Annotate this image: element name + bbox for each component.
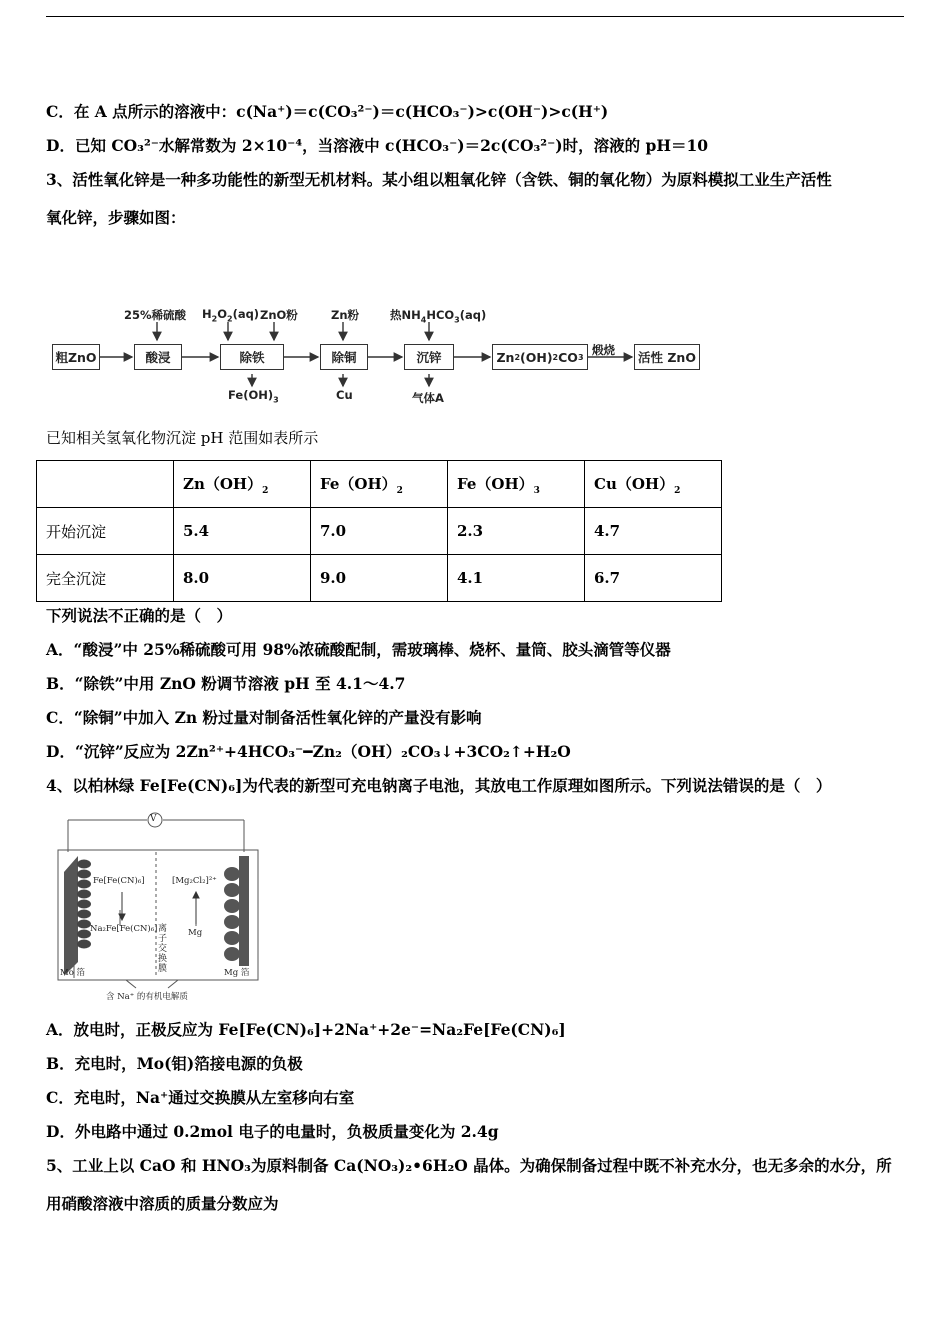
table-row <box>37 555 722 602</box>
q4-stem: 4、以柏林绿 Fe[Fe(CN)₆]为代表的新型可充电钠离子电池，其放电工作原理如图所示。下列说法错误的是（ ） <box>46 776 832 795</box>
label-sodium-product: Na₂Fe[Fe(CN)₆] <box>90 924 158 934</box>
reagent-zno-powder: ZnO粉 <box>260 308 298 322</box>
row-label: 开始沉淀 <box>37 508 174 555</box>
step-calcine-label: 煅烧 <box>592 343 615 357</box>
table-row <box>37 508 722 555</box>
table-cell: 5.4 <box>174 508 311 555</box>
table-cell: 8.0 <box>174 555 311 602</box>
reagent-nh4hco3: 热$NH_4HCO_3(aq)$ <box>390 308 487 325</box>
box-basic-zinc-carbonate: Zn 2 (OH) 2 CO 3 <box>492 344 588 370</box>
product-feoh3: $Fe(OH)_3$ <box>228 388 279 405</box>
q2-option-d: D．已知 CO₃²⁻水解常数为 2×10⁻⁴，当溶液中 c(HCO₃⁻)＝2c(CO₃²⁻)时，溶液的 pH＝10 <box>46 136 709 155</box>
process-flowchart <box>46 298 706 410</box>
label-mg-complex: [Mg₂Cl₂]²⁺ <box>172 876 217 886</box>
table-cell: 2.3 <box>448 508 585 555</box>
q3-stem-line1: 3、活性氧化锌是一种多功能性的新型无机材料。某小组以粗氧化锌（含铁、铜的氧化物）为原料模拟工业生产活性 <box>46 170 832 189</box>
ph-table <box>36 460 722 602</box>
q3-option-d: D．“沉锌”反应为 2Zn²⁺+4HCO₃⁻━Zn₂（OH）₂CO₃↓+3CO₂↑+H₂O <box>46 742 571 761</box>
row-label: 完全沉淀 <box>37 555 174 602</box>
q5-stem-line1: 5、工业上以 CaO 和 HNO₃为原料制备 Ca(NO₃)₂•6H₂O 晶体。为确保制备过程中既不补充水分，也无多余的水分，所 <box>46 1156 892 1175</box>
q3-option-b: B．“除铁”中用 ZnO 粉调节溶液 pH 至 4.1～4.7 <box>46 674 406 693</box>
product-cu: Cu <box>336 388 353 402</box>
reagent-h2o2: $H_2O_2(aq)$ <box>202 307 260 324</box>
table-header-row <box>37 461 722 508</box>
box-crude-zno: 粗ZnO <box>52 344 100 370</box>
label-mg: Mg <box>188 928 203 938</box>
q5-stem-line2: 用硝酸溶液中溶质的质量分数应为 <box>46 1194 279 1213</box>
table-intro: 已知相关氢氧化物沉淀 pH 范围如表所示 <box>46 429 319 447</box>
table-cell: 9.0 <box>311 555 448 602</box>
box-acid-leach: 酸浸 <box>134 344 182 370</box>
table-header-cell: $Fe(OH)_3$ <box>448 461 585 508</box>
q4-option-a: A．放电时，正极反应为 Fe[Fe(CN)₆]+2Na⁺+2e⁻=Na₂Fe[Fe(CN)₆] <box>46 1020 566 1039</box>
reagent-dilute-acid: 25%稀硫酸 <box>124 308 187 322</box>
box-precipitate-zinc: 沉锌 <box>404 344 454 370</box>
header-rule <box>46 16 904 17</box>
label-prussian-green: Fe[Fe(CN)₆] <box>93 876 145 886</box>
table-header-cell: $Fe(OH)_2$ <box>311 461 448 508</box>
table-corner-cell <box>37 461 174 508</box>
q3-option-c: C．“除铜”中加入 Zn 粉过量对制备活性氧化锌的产量没有影响 <box>46 708 482 727</box>
table-cell: 7.0 <box>311 508 448 555</box>
q3-question: 下列说法不正确的是（ ） <box>46 606 233 625</box>
table-cell: 6.7 <box>585 555 722 602</box>
q2-option-c: C．在 A 点所示的溶液中：c(Na⁺)＝c(CO₃²⁻)＝c(HCO₃⁻)>c(OH⁻)>c(H⁺) <box>46 102 609 121</box>
reagent-zn-powder: Zn粉 <box>331 308 360 322</box>
table-header-cell: $Zn(OH)_2$ <box>174 461 311 508</box>
table-header-cell: $Cu(OH)_2$ <box>585 461 722 508</box>
q4-option-b: B．充电时，Mo(钼)箔接电源的负极 <box>46 1054 303 1073</box>
box-remove-iron: 除铁 <box>220 344 284 370</box>
q4-option-c: C．充电时，Na⁺通过交换膜从左室移向右室 <box>46 1088 355 1107</box>
q3-option-a: A．“酸浸”中 25%稀硫酸可用 98%浓硫酸配制，需玻璃棒、烧杯、量筒、胶头滴管等仪器 <box>46 640 671 659</box>
battery-diagram <box>56 812 266 1004</box>
table-cell: 4.1 <box>448 555 585 602</box>
label-mo-foil: Mo 箔 <box>60 968 86 978</box>
box-remove-copper: 除铜 <box>320 344 368 370</box>
product-gas-a: 气体A <box>412 391 444 405</box>
voltmeter-icon: V <box>150 814 157 824</box>
box-active-zno: 活性 ZnO <box>634 344 700 370</box>
table-cell: 4.7 <box>585 508 722 555</box>
membrane-label: 离 子 交 换 膜 <box>158 924 168 974</box>
q3-stem-line2: 氧化锌，步骤如图： <box>46 208 186 227</box>
label-electrolyte: 含 Na⁺ 的有机电解质 <box>106 992 188 1002</box>
label-mg-foil: Mg 箔 <box>224 968 250 978</box>
q4-option-d: D．外电路中通过 0.2mol 电子的电量时，负极质量变化为 2.4g <box>46 1122 499 1141</box>
